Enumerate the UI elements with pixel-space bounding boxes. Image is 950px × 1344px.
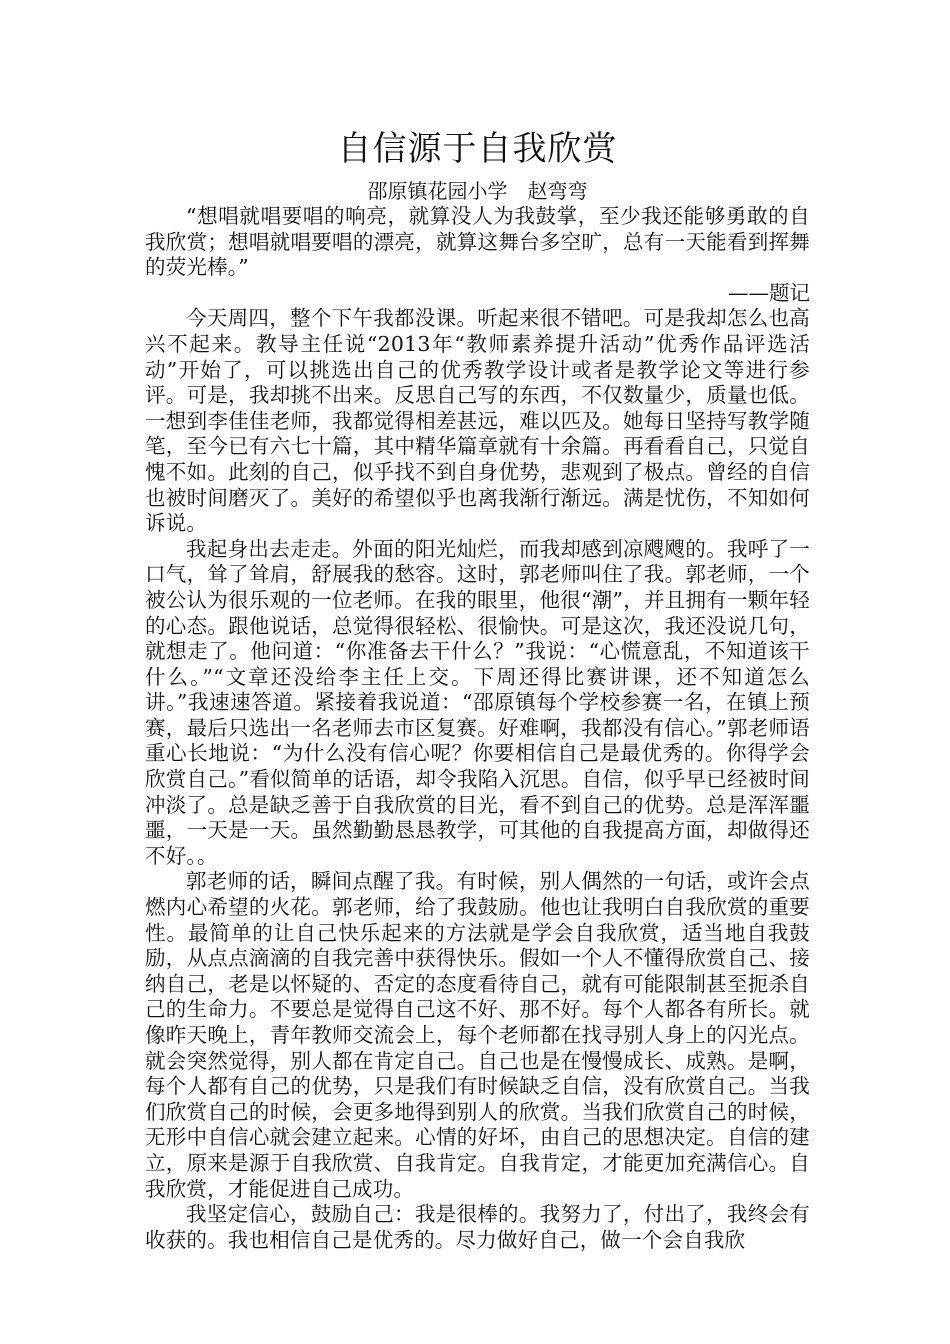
document-page <box>145 120 810 1253</box>
document-title: 自信源于自我欣赏 <box>337 129 618 169</box>
epigraph-signature: ——题记 <box>728 280 810 305</box>
epigraph: “想唱就唱要唱的响亮，就算没人为我鼓掌，至少我还能够勇敢的自我欣赏；想唱就唱要唱的漂亮，就算这舞台多空旷，总有一天能看到挥舞的荧光棒。” <box>145 204 810 280</box>
paragraph-4: 我坚定信心，鼓励自己：我是很棒的。我努力了，付出了，我终会有收获的。我也相信自己是优秀的。尽力做好自己，做一个会自我欣 <box>145 1202 810 1252</box>
author-line: 邵原镇花园小学 赵弯弯 <box>367 179 588 203</box>
paragraph-3: 郭老师的话，瞬间点醒了我。有时候，别人偶然的一句话，或许会点燃内心希望的火花。郭老师，给了我鼓励。他也让我明白自我欣赏的重要性。最简单的让自己快乐起来的方法就是学会自我欣赏，适当地自我鼓励，从点点滴滴的自我完善中获得快乐。假如一个人不懂得欣赏自己、接纳自己，老是以怀疑的、否定的态度看待自己，就有可能限制甚至扼杀自己的生命力。不要总是觉得自己这不好、那不好。每个人都各有所长。就像昨天晚上，青年教师交流会上，每个老师都在找寻别人身上的闪光点。就会突然觉得，别人都在肯定自己。自己也是在慢慢成长、成熟。是啊，每个人都有自己的优势，只是我们有时候缺乏自信，没有欣赏自己。当我们欣赏自己的时候，会更多地得到别人的欣赏。当我们欣赏自己的时候，无形中自信心就会建立起来。心情的好坏，由自己的思想决定。自信的建立，原来是源于自我欣赏、自我肯定。自我肯定，才能更加充满信心。自我欣赏，才能促进自己成功。 <box>145 869 810 1201</box>
paragraph-2: 我起身出去走走。外面的阳光灿烂，而我却感到凉飕飕的。我呼了一口气，耸了耸肩，舒展我的愁容。这时，郭老师叫住了我。郭老师，一个被公认为很乐观的一位老师。在我的眼里，他很“潮”，并且拥有一颗年轻的心态。跟他说话，总觉得很轻松、很愉快。可是这次，我还没说几句，就想走了。他问道：“你准备去干什么？”我说：“心慌意乱，不知道该干什么。”“文章还没给李主任上交。下周还得比赛讲课，还不知道怎么讲。”我速速答道。紧接着我说道：“邵原镇每个学校参赛一名，在镇上预赛，最后只选出一名老师去市区复赛。好难啊，我都没有信心。”郭老师语重心长地说：“为什么没有信心呢？你要相信自己是最优秀的。你得学会欣赏自己。”看似简单的话语，却令我陷入沉思。自信，似乎早已经被时间冲淡了。总是缺乏善于自我欣赏的目光，看不到自己的优势。总是浑浑噩噩，一天是一天。虽然勤勤恳恳教学，可其他的自我提高方面，却做得还不好。。 <box>145 536 810 868</box>
paragraph-1: 今天周四，整个下午我都没课。听起来很不错吧。可是我却怎么也高兴不起来。教导主任说“2013年“教师素养提升活动”优秀作品评选活动”开始了，可以挑选出自己的优秀教学设计或者是教学论文等进行参评。可是，我却挑不出来。反思自己写的东西，不仅数量少，质量也低。一想到李佳佳老师，我都觉得相差甚远，难以匹及。她每日坚持写教学随笔，至今已有六七十篇，其中精华篇章就有十余篇。再看看自己，只觉自愧不如。此刻的自己，似乎找不到自身优势，悲观到了极点。曾经的自信也被时间磨灭了。美好的希望似乎也离我渐行渐远。满是忧伤，不知如何诉说。 <box>145 306 810 536</box>
